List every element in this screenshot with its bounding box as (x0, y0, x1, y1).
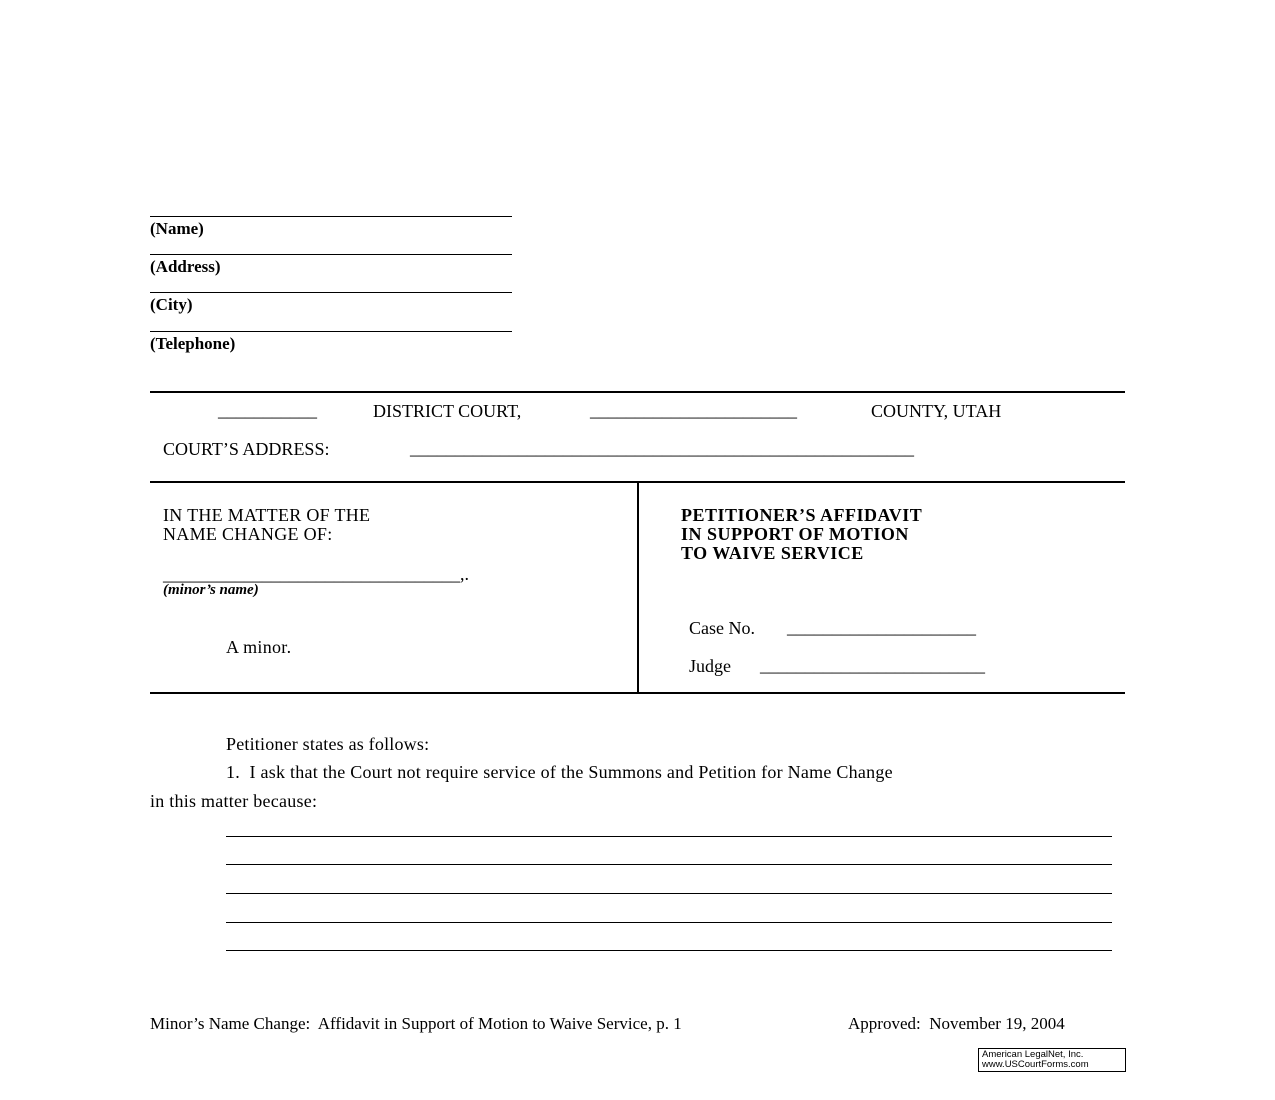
case-no-blank[interactable]: _____________________ (787, 617, 976, 637)
footer-form-title: Minor’s Name Change: Affidavit in Support of Motion to Waive Service, p. 1 (150, 1014, 682, 1033)
intro-text: Petitioner states as follows: (226, 734, 430, 754)
minor-name-label: (minor’s name) (163, 582, 259, 598)
telephone-line[interactable] (150, 331, 512, 332)
caption-bottom-rule (150, 692, 1125, 694)
title-line-2: IN SUPPORT OF MOTION (681, 524, 909, 544)
footer-approved-date: Approved: November 19, 2004 (848, 1014, 1065, 1033)
court-address-blank[interactable]: ________________________________________________________ (410, 438, 914, 458)
title-line-1: PETITIONER’S AFFIDAVIT (681, 505, 923, 525)
name-label: (Name) (150, 219, 204, 238)
stamp-line-1: American LegalNet, Inc. (982, 1049, 1084, 1060)
reason-line-2[interactable] (226, 864, 1112, 865)
minor-name-blank[interactable]: _________________________________,. (163, 564, 469, 584)
reason-line-3[interactable] (226, 893, 1112, 894)
judge-blank[interactable]: _________________________ (760, 655, 985, 675)
judge-label: Judge (689, 656, 731, 676)
item-1-line-1: 1. I ask that the Court not require service of the Summons and Petition for Name Change (226, 762, 893, 782)
court-top-rule (150, 391, 1125, 393)
address-line[interactable] (150, 254, 512, 255)
district-court-text: DISTRICT COURT, (373, 401, 522, 421)
address-label: (Address) (150, 257, 221, 276)
title-line-3: TO WAIVE SERVICE (681, 543, 864, 563)
legalnet-stamp (978, 1048, 1126, 1072)
matter-line-1: IN THE MATTER OF THE (163, 505, 371, 525)
stamp-line-2: www.USCourtForms.com (982, 1059, 1089, 1070)
matter-line-2: NAME CHANGE OF: (163, 524, 333, 544)
reason-line-5[interactable] (226, 950, 1112, 951)
county-blank[interactable]: _______________________ (590, 400, 797, 420)
telephone-label: (Telephone) (150, 334, 236, 353)
court-address-label: COURT’S ADDRESS: (163, 439, 330, 459)
reason-line-1[interactable] (226, 836, 1112, 837)
name-line[interactable] (150, 216, 512, 217)
reason-line-4[interactable] (226, 922, 1112, 923)
item-1-line-2: in this matter because: (150, 791, 318, 811)
county-utah-text: COUNTY, UTAH (871, 401, 1002, 421)
city-label: (City) (150, 295, 193, 314)
caption-divider (637, 482, 639, 693)
city-line[interactable] (150, 292, 512, 293)
case-no-label: Case No. (689, 618, 755, 638)
court-name-blank[interactable]: ___________ (218, 400, 317, 420)
a-minor-text: A minor. (226, 637, 292, 657)
